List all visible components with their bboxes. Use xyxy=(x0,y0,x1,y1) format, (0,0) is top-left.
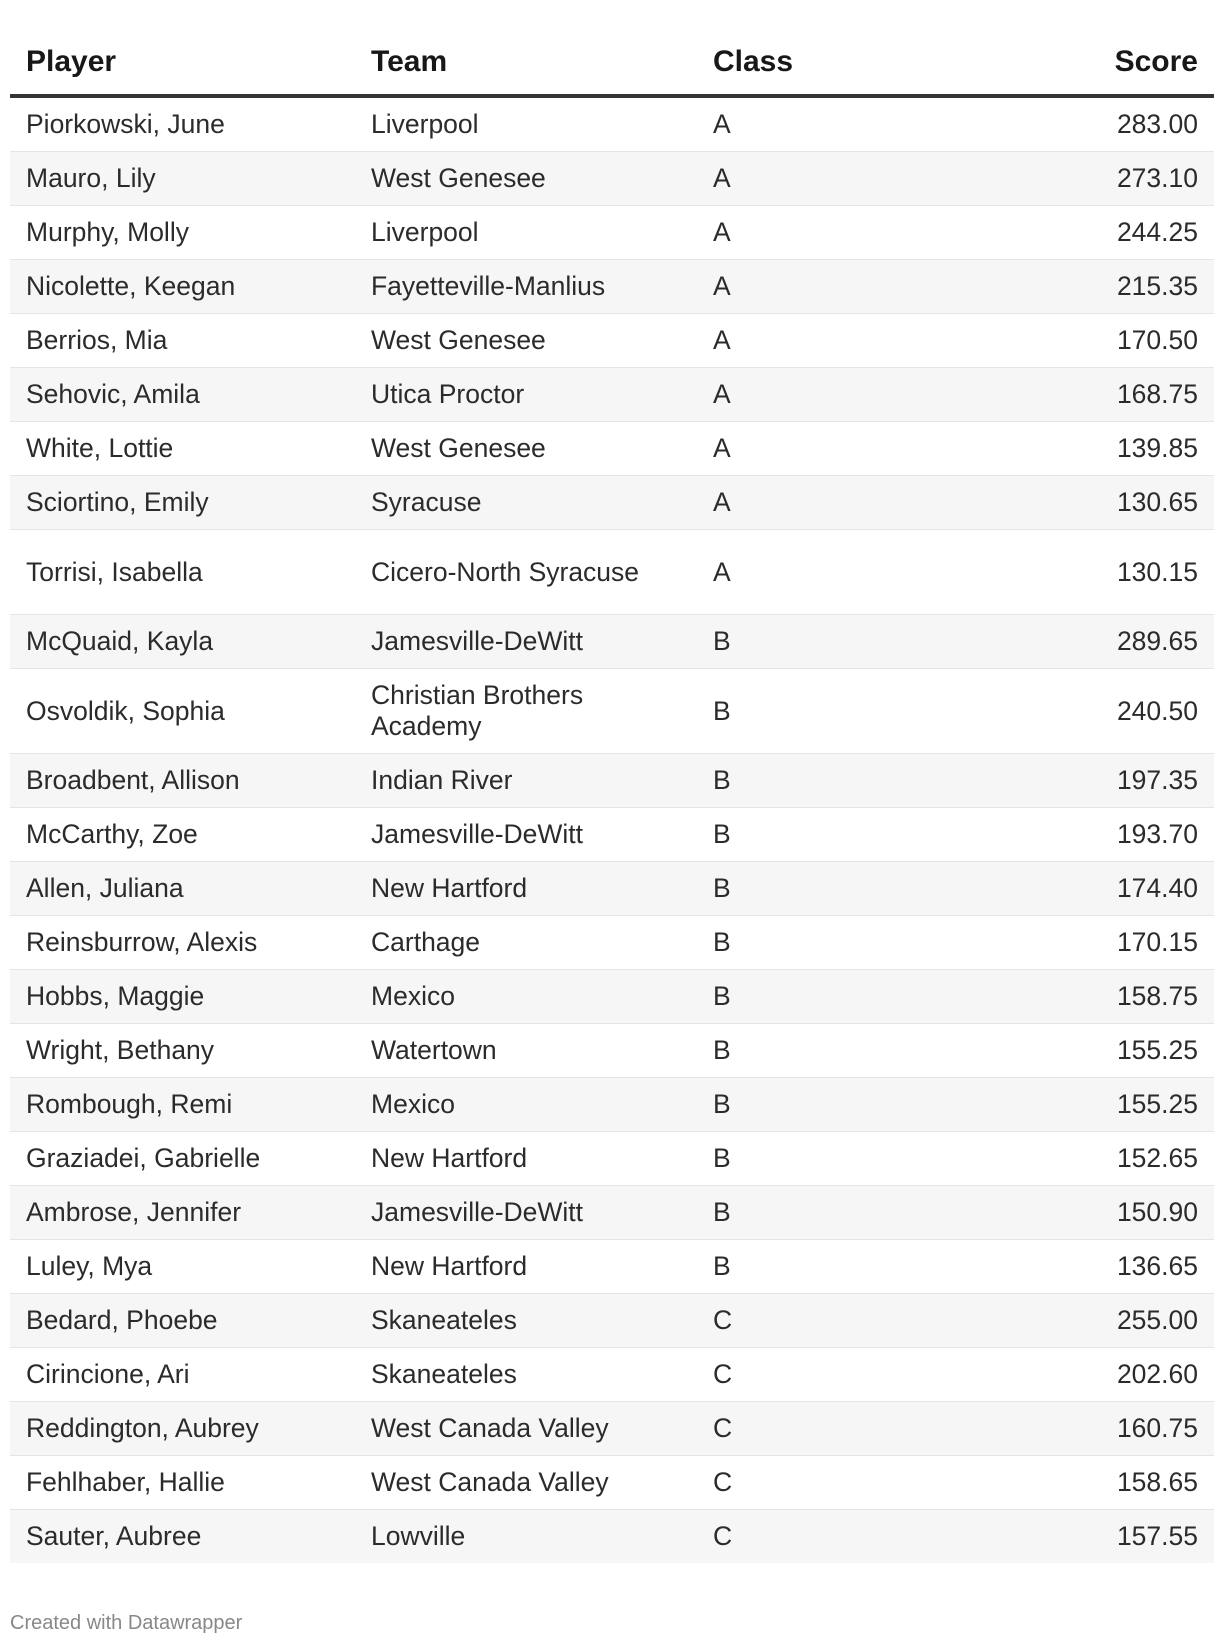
column-header-class[interactable]: Class xyxy=(697,30,977,96)
cell-player: Cirincione, Ari xyxy=(10,1348,355,1402)
table-row xyxy=(10,862,1214,916)
cell-score: 155.25 xyxy=(977,1024,1214,1078)
cell-score: 136.65 xyxy=(977,1240,1214,1294)
cell-score: 155.25 xyxy=(977,1078,1214,1132)
cell-player: Sauter, Aubree xyxy=(10,1510,355,1564)
table-row xyxy=(10,260,1214,314)
data-table-container xyxy=(10,30,1214,1563)
cell-team: Indian River xyxy=(355,754,697,808)
cell-player: Osvoldik, Sophia xyxy=(10,669,355,754)
cell-team: New Hartford xyxy=(355,1240,697,1294)
scores-table xyxy=(10,30,1214,1563)
table-row xyxy=(10,1456,1214,1510)
table-row xyxy=(10,1348,1214,1402)
cell-class: B xyxy=(697,1078,977,1132)
cell-team: Lowville xyxy=(355,1510,697,1564)
cell-player: Reinsburrow, Alexis xyxy=(10,916,355,970)
cell-class: B xyxy=(697,1186,977,1240)
column-header-team[interactable]: Team xyxy=(355,30,697,96)
cell-team: Utica Proctor xyxy=(355,368,697,422)
cell-player: Ambrose, Jennifer xyxy=(10,1186,355,1240)
cell-class: A xyxy=(697,530,977,615)
cell-score: 240.50 xyxy=(977,669,1214,754)
table-header xyxy=(10,30,1214,96)
cell-score: 168.75 xyxy=(977,368,1214,422)
cell-team: Liverpool xyxy=(355,206,697,260)
cell-score: 170.15 xyxy=(977,916,1214,970)
cell-score: 202.60 xyxy=(977,1348,1214,1402)
cell-team: Skaneateles xyxy=(355,1348,697,1402)
cell-score: 283.00 xyxy=(977,96,1214,152)
cell-score: 170.50 xyxy=(977,314,1214,368)
cell-player: Berrios, Mia xyxy=(10,314,355,368)
table-row xyxy=(10,1078,1214,1132)
header-row xyxy=(10,30,1214,96)
cell-score: 244.25 xyxy=(977,206,1214,260)
cell-score: 273.10 xyxy=(977,152,1214,206)
cell-class: B xyxy=(697,916,977,970)
cell-team: Mexico xyxy=(355,970,697,1024)
cell-team: New Hartford xyxy=(355,862,697,916)
cell-team: Jamesville-DeWitt xyxy=(355,1186,697,1240)
table-row xyxy=(10,314,1214,368)
cell-score: 215.35 xyxy=(977,260,1214,314)
cell-player: Bedard, Phoebe xyxy=(10,1294,355,1348)
cell-class: C xyxy=(697,1402,977,1456)
cell-team: Cicero-North Syracuse xyxy=(355,530,697,615)
cell-team: West Genesee xyxy=(355,152,697,206)
cell-class: C xyxy=(697,1294,977,1348)
cell-player: Fehlhaber, Hallie xyxy=(10,1456,355,1510)
table-row xyxy=(10,916,1214,970)
cell-class: C xyxy=(697,1510,977,1564)
cell-class: B xyxy=(697,1024,977,1078)
cell-score: 158.75 xyxy=(977,970,1214,1024)
cell-team: Jamesville-DeWitt xyxy=(355,808,697,862)
table-row xyxy=(10,476,1214,530)
table-row xyxy=(10,1402,1214,1456)
table-row xyxy=(10,206,1214,260)
table-row xyxy=(10,530,1214,615)
cell-class: B xyxy=(697,862,977,916)
cell-class: B xyxy=(697,669,977,754)
cell-player: Allen, Juliana xyxy=(10,862,355,916)
cell-class: B xyxy=(697,1132,977,1186)
table-row xyxy=(10,1510,1214,1564)
cell-score: 130.15 xyxy=(977,530,1214,615)
cell-player: Sciortino, Emily xyxy=(10,476,355,530)
cell-team: Carthage xyxy=(355,916,697,970)
table-row xyxy=(10,368,1214,422)
cell-score: 152.65 xyxy=(977,1132,1214,1186)
cell-score: 174.40 xyxy=(977,862,1214,916)
cell-class: C xyxy=(697,1456,977,1510)
table-row xyxy=(10,1240,1214,1294)
cell-class: B xyxy=(697,754,977,808)
cell-class: B xyxy=(697,808,977,862)
cell-team: Syracuse xyxy=(355,476,697,530)
cell-score: 157.55 xyxy=(977,1510,1214,1564)
table-row xyxy=(10,669,1214,754)
cell-score: 255.00 xyxy=(977,1294,1214,1348)
cell-class: B xyxy=(697,615,977,669)
cell-player: Torrisi, Isabella xyxy=(10,530,355,615)
table-row xyxy=(10,808,1214,862)
cell-team: Fayetteville-Manlius xyxy=(355,260,697,314)
table-row xyxy=(10,1132,1214,1186)
table-row xyxy=(10,754,1214,808)
table-row xyxy=(10,970,1214,1024)
cell-player: Nicolette, Keegan xyxy=(10,260,355,314)
cell-team: West Canada Valley xyxy=(355,1402,697,1456)
cell-score: 289.65 xyxy=(977,615,1214,669)
table-row xyxy=(10,422,1214,476)
cell-player: Piorkowski, June xyxy=(10,96,355,152)
cell-class: A xyxy=(697,314,977,368)
cell-team: Jamesville-DeWitt xyxy=(355,615,697,669)
column-header-score[interactable]: Score xyxy=(977,30,1214,96)
cell-team: Christian Brothers Academy xyxy=(355,669,697,754)
cell-player: Graziadei, Gabrielle xyxy=(10,1132,355,1186)
cell-team: Liverpool xyxy=(355,96,697,152)
cell-class: A xyxy=(697,368,977,422)
cell-class: A xyxy=(697,206,977,260)
cell-team: Watertown xyxy=(355,1024,697,1078)
cell-player: McQuaid, Kayla xyxy=(10,615,355,669)
table-row xyxy=(10,96,1214,152)
cell-score: 150.90 xyxy=(977,1186,1214,1240)
cell-player: Sehovic, Amila xyxy=(10,368,355,422)
cell-score: 160.75 xyxy=(977,1402,1214,1456)
table-row xyxy=(10,1186,1214,1240)
cell-team: Mexico xyxy=(355,1078,697,1132)
cell-class: A xyxy=(697,422,977,476)
cell-score: 158.65 xyxy=(977,1456,1214,1510)
cell-class: A xyxy=(697,476,977,530)
cell-player: Mauro, Lily xyxy=(10,152,355,206)
datawrapper-credit[interactable]: Created with Datawrapper xyxy=(10,1612,243,1634)
table-row xyxy=(10,615,1214,669)
table-row xyxy=(10,1024,1214,1078)
cell-player: McCarthy, Zoe xyxy=(10,808,355,862)
cell-player: Luley, Mya xyxy=(10,1240,355,1294)
cell-player: Reddington, Aubrey xyxy=(10,1402,355,1456)
cell-class: B xyxy=(697,1240,977,1294)
cell-score: 130.65 xyxy=(977,476,1214,530)
column-header-player[interactable]: Player xyxy=(10,30,355,96)
cell-score: 139.85 xyxy=(977,422,1214,476)
table-body xyxy=(10,96,1214,1563)
cell-team: West Canada Valley xyxy=(355,1456,697,1510)
cell-player: Wright, Bethany xyxy=(10,1024,355,1078)
cell-team: West Genesee xyxy=(355,314,697,368)
table-row xyxy=(10,152,1214,206)
cell-class: A xyxy=(697,260,977,314)
cell-class: A xyxy=(697,152,977,206)
cell-team: West Genesee xyxy=(355,422,697,476)
cell-class: C xyxy=(697,1348,977,1402)
cell-player: Hobbs, Maggie xyxy=(10,970,355,1024)
cell-team: Skaneateles xyxy=(355,1294,697,1348)
cell-team: New Hartford xyxy=(355,1132,697,1186)
cell-player: White, Lottie xyxy=(10,422,355,476)
cell-score: 197.35 xyxy=(977,754,1214,808)
cell-class: A xyxy=(697,96,977,152)
cell-class: B xyxy=(697,970,977,1024)
cell-player: Murphy, Molly xyxy=(10,206,355,260)
cell-player: Broadbent, Allison xyxy=(10,754,355,808)
cell-score: 193.70 xyxy=(977,808,1214,862)
table-row xyxy=(10,1294,1214,1348)
cell-player: Rombough, Remi xyxy=(10,1078,355,1132)
